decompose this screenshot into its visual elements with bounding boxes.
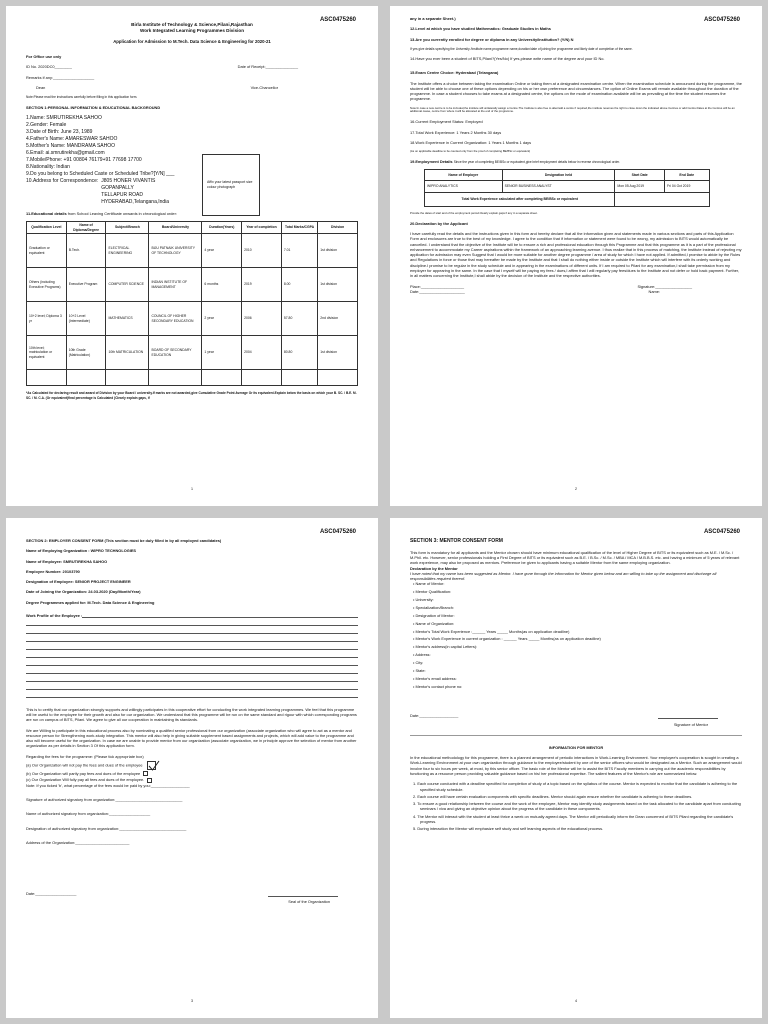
organization-address-field[interactable]: Address of the Organization:_________________________ <box>26 839 130 845</box>
signature-field[interactable]: Signature:_________________ <box>637 283 692 289</box>
declaration-text: I have carefully read the details and the instructions given in this form and hereby declare that all the information given and statements made in various sections and parts of this Application Form and enclosures are true to the best of my knowledge. I agree to the condition that if information or statement were found to be wrong, my admission to BITS would automatically be cancelled. I understand that the objective of the Institute will be to ensure a rich and professional education through this Programme and that this programme as it is a part of the professional enhancement to accommodate my Career aspirations within the framework of an approaching learning avenue. I thus realize that in this process of matching, the Institute instead of rejecting my application for admission may even Suggest that I would be more suitable for another degree programme / area of study for which I have not applied. If admitted,I promise to abide by the Rules and Regulations in force or those that may hereafter be made by the Institute and that I shall do nothing either inside or outside the Institute which will interfere with its orderly working and discipline.I promise to be regular in the study schedule and in appearing in the examinations of different units. If I am required to Pilani for any examination,I shall take permission from my employer for appearing in the same. In the case that I myself will be paying my fees / dues,I affirm that I will regularly pay fees/dues to the Institute and not defer or hold back payment. Further, in all matters concerning the Institute,I shall abide by the decision of the Institute and the respective authorities. <box>410 231 742 279</box>
mentor-state-field[interactable]: • State: <box>410 668 742 673</box>
gender-field: 2.Gender: Female <box>26 121 67 128</box>
mentor-university-field[interactable]: • University: <box>410 597 742 602</box>
table-cell: BIJU PATNAIK UNIVERSITY OF TECHNOLOGY <box>149 234 202 268</box>
mentor-phone-field[interactable]: • Mentor's contact phone no: <box>410 684 742 689</box>
seal-label: Seal of the Organization <box>288 898 330 904</box>
table-row <box>425 181 710 193</box>
section-2-title: SECTION 2: EMPLOYER CONSENT FORM <box>26 538 104 543</box>
table-header-row <box>425 170 710 181</box>
list-item: 3. To ensure a good relationship between the course and the work of the employee, Mentor may identify study assignments based on the task allocated to the candidate apart from conducting seminars / viva and giving an objective opinion about the progress of the candidate in these components. <box>413 801 741 812</box>
column-header: Name of Employer <box>425 170 503 181</box>
table-cell: 1st division <box>318 268 358 302</box>
fees-intro: Regarding the fees for the programme: (Please tick appropriate box) <box>26 753 144 759</box>
column-header: Duration(Years) <box>202 222 242 234</box>
table-cell: ELECTRICAL ENGINEERING <box>106 234 149 268</box>
mentor-city-field[interactable]: • City: <box>410 660 742 665</box>
page-2 <box>390 6 762 506</box>
mentor-declaration-title: Declaration by the Mentor <box>410 565 458 571</box>
mentor-name-field[interactable]: • Name of Mentor: <box>410 581 742 586</box>
column-header: End Date <box>664 170 709 181</box>
table-row <box>27 336 358 370</box>
work-profile-lines[interactable] <box>26 618 358 698</box>
table-cell: 2010 <box>242 234 282 268</box>
mentor-signature-label: Signature of Mentor <box>673 721 708 727</box>
mentor-current-experience-field[interactable]: • Mentor's Work Experience in current organization : ______ Years _____ Months(as on application deadline) <box>410 636 742 641</box>
table-cell: MATHEMATICS <box>106 302 149 336</box>
place-field[interactable]: Place:____________________ <box>410 283 465 289</box>
employment-table <box>424 169 710 207</box>
mentor-signature-line[interactable] <box>658 713 718 718</box>
dean-label: Dean <box>36 84 46 90</box>
page-number: 1 <box>191 487 193 492</box>
table-cell: Mon 05 Aug 2019 <box>615 181 665 193</box>
info-for-mentor-title: INFORMATION FOR MENTOR <box>548 744 604 750</box>
employee-number: Employee Number: 20103790 <box>26 568 80 574</box>
table-cell: 10th level; matriculation or equivalent <box>27 336 67 370</box>
table-cell: 10+2 level; Diploma 3 yr <box>27 302 67 336</box>
page-number: 2 <box>575 487 577 492</box>
page-1 <box>6 6 378 506</box>
list-item: 5. During interaction the Mentor will emphasize self study and self learning aspects of the educational process. <box>413 826 604 832</box>
employing-organization: Name of Employing Organization : WIPRO TECHNOLOGIES <box>26 548 137 554</box>
section-3-title: SECTION 3: MENTOR CONSENT FORM <box>410 538 503 544</box>
column-header: Total Marks/CGPA <box>281 222 317 234</box>
dob-field: 3.Date of Birth: June 23, 1989 <box>26 128 93 135</box>
mentor-declaration-text: I have noted that my name has been suggested as Mentor. I have gone through the information for Mentor given below and am willing to take up the assignment and discharge all responsibilities required thereof. <box>410 570 717 582</box>
fees-option-c: (c) Our Organization Will fully pay all fees and dues of the employee. <box>26 777 145 783</box>
table-cell: Fri 04 Oct 2019 <box>664 181 709 193</box>
authorized-name-field[interactable]: Name of authorized signatory from organization:___________________ <box>26 811 151 817</box>
employee-name: Name of Employee: SMRUTIREKHA SAHOO <box>26 558 108 564</box>
table-cell: 2019 <box>242 268 282 302</box>
table-cell: INDIAN INSTITUTE OF MANAGEMENT <box>149 268 202 302</box>
address-line: J805 HONER VIVANTIS <box>101 177 156 184</box>
page-3 <box>6 518 378 1018</box>
father-name-field: 4.Father's Name: AMARESWAR SAHOO <box>26 135 118 142</box>
office-use-heading: For Office use only <box>26 54 62 60</box>
address-line: TELLAPUR ROAD <box>101 191 143 198</box>
authorized-designation-field[interactable]: Designation of authorized signatory from organization:_______________________________ <box>26 825 187 831</box>
q13-note: If yes give details specifying the University /Institute name,programme name,duration/date of joining the programme and likely date of completion of the same. <box>410 46 633 51</box>
table-cell: 2006 <box>242 302 282 336</box>
table-cell: 80.80 <box>281 336 317 370</box>
institute-name: Birla Institute of Technology & Science,Pilani,Rajasthan <box>131 22 253 27</box>
employee-designation: Designation of Employee: SENIOR PROJECT ENGINEER <box>26 579 131 585</box>
column-header: Name of Diploma/Degree <box>66 222 106 234</box>
date-field[interactable]: Date:___________________ <box>26 891 77 897</box>
q12-maths-level: 12.Level at which you have studied Mathematics: Graduate Studies in Maths <box>410 26 551 32</box>
mentor-email-field[interactable]: • Mentor's email address: <box>410 676 742 681</box>
edu-heading: 11.Educational details <box>26 210 67 216</box>
table-cell: B.Tech. <box>66 234 106 268</box>
date-field[interactable]: Date:_____________________ <box>410 288 465 294</box>
nationality-field: 8.Nationality: Indian <box>26 163 70 170</box>
table-cell: COUNCIL OF HIGHER SECONDARY EDUCATION <box>149 302 202 336</box>
table-cell: 57.80 <box>281 302 317 336</box>
mentor-organization-field[interactable]: • Name of Organization: <box>410 621 742 626</box>
reference-code: ASC0475260 <box>319 529 356 535</box>
fees-option-b-checkbox[interactable] <box>143 771 148 776</box>
consent-paragraph-1: This is to certify that our organization strongly supports and willingly participates in this cooperative effort for conducting the work integrated learning programmes. We feel that this programme will be useful to the employee for their growth and also for our organization. We understand that this programme will be run on the same standard and rigour with which corresponding programs are run on campus of BITS, Pilani. We agree to give all our cooperation in maintaining its standards. <box>26 706 357 723</box>
date-of-receipt-field[interactable]: Date of Receipt:_______________ <box>237 64 298 70</box>
address-label: 10.Address for Correspondence: <box>26 177 99 184</box>
table-cell: 4 year <box>202 234 242 268</box>
table-cell: Total Work Experience calculated after completing BE/BSc or equivalent <box>425 193 615 207</box>
reference-code: ASC0475260 <box>319 17 356 23</box>
personal-details <box>26 115 358 206</box>
table-cell: 1 year <box>202 336 242 370</box>
table-cell: 1st division <box>318 336 358 370</box>
table-cell: Graduation or equivalent <box>27 234 67 268</box>
address-line: HYDERABAD,Telangana,India <box>101 198 170 205</box>
authorized-signature-field[interactable]: Signature of authorized signatory from organization:_______________________________ <box>26 797 183 803</box>
table-cell: 2nd division <box>318 302 358 336</box>
table-header-row <box>27 222 358 234</box>
table-cell: SENIOR BUSINESS ANALYST <box>502 181 615 193</box>
section-2-note: (This section must be duly filled in by all employed candidates) <box>104 538 222 543</box>
page-4 <box>390 518 762 1018</box>
instructions-note: Note:Please read the instructions carefully before filling in this application form. <box>26 95 138 100</box>
section-1-title: SECTION 1:PERSONAL INFORMATION & EDUCATIONAL BACKGROUND <box>26 104 161 110</box>
table-cell: Others (including Executive Programs) <box>27 268 67 302</box>
table-cell: Executive Program <box>66 268 106 302</box>
table-cell: 2 year <box>202 302 242 336</box>
address-line: GOPANPALLY <box>101 184 134 191</box>
remarks-field[interactable]: Remarks if any:___________________ <box>26 74 95 80</box>
mentor-address-field[interactable]: • Address: <box>410 652 742 657</box>
page-number: 3 <box>191 999 193 1004</box>
vice-chancellor-label: Vice-Chancellor <box>250 84 278 90</box>
q18-current-experience: 18.Work Experience in Current Organization: 1 Years 1 Months 1 days <box>410 139 532 145</box>
reference-code: ASC0475260 <box>703 17 740 23</box>
table-cell: 6 months <box>202 268 242 302</box>
info-paragraph: In the educational methodology for this programme, there is a planned arrangement of periodic interactions in Work-Learning Environment. Your employee's cooperation is sought in creating a Work-Learning Environment at your own organization through guidance to the employee/student by one of the senior officers who would be designated as a Mentor. Such an arrangement would involve four to six hours per week, at most, by this senior officer. The basic role of the Mentor will be to assist the BITS Faculty members in carrying out the academic responsibilities by functioning as a resource person providing valuable guidance based on his/ her professional expertise. The salient features of the Mentor's role are summarized below. <box>410 755 742 776</box>
checkmark-icon <box>148 760 160 772</box>
q15-exam-centre: 15.Exam Centre Choice: Hyderabad (Telangana) <box>410 70 499 76</box>
list-item: 1. Each course conducted with a deadline specified for completion of study of a topic based on the syllabus of the course. Mentor is expected to monitor that the candidate is adhering to the specified study schedule. <box>413 781 738 792</box>
table-cell: 10th MATRICULATION <box>106 336 149 370</box>
table-row <box>27 234 358 268</box>
education-table <box>26 221 358 386</box>
table-row <box>27 268 358 302</box>
email-field: 6.Email: ai.smrutirekha@gmail.com <box>26 149 105 156</box>
q16-employment-status: 16.Current Employment Status: Employed <box>410 119 483 125</box>
column-header: Division <box>318 222 358 234</box>
date-field[interactable]: Date:__________________ <box>410 713 459 719</box>
q13-enrolled: 13.Are you currently enrolled for degree or diploma in any University/Institution? (Y/N) N <box>410 36 574 42</box>
q18-note: (As on applicable deadline to be counted only from the proof of completing BE/BSc or equivalent) <box>410 149 531 154</box>
joining-date: Date of Joining the Organization: 24.03.2020 (Day/Month/Year) <box>26 589 141 595</box>
column-header: Designation held <box>502 170 615 181</box>
mentor-total-experience-field[interactable]: • Mentor's Total Work Experience :______ Years _____ Months(as on application deadline) <box>410 629 742 634</box>
table-row-empty <box>27 370 358 386</box>
phone-field: 7.Mobile/Phone: +91 00804 76179+91 77698 17700 <box>26 156 142 163</box>
table-cell: 10th Grade (Matriculation) <box>66 336 106 370</box>
seal-line[interactable] <box>268 891 338 896</box>
table-cell: 7.01 <box>281 234 317 268</box>
list-item: 4. The Mentor will interact with the student at least thrice a week on mutually agreed days. The Mentor will periodically inform the Dean concerned of BITS Pilani regarding the candidate's progress. <box>413 813 734 824</box>
consent-paragraph-2: We are Willing to participate in this educational process also by nominating a qualified senior professional from our organization (associate organization who will agree to act as a mentor and resource person for Strengthening work-study integration. This mentor will also help in giving suitable supplement based assignments and projects, which will add value to the programme and also will become useful for the organization. In case we are unable to provide mentor from our organization (associate organization, we in principle approve the selection of mentor from another organization as per details in Section 3 Of this application form. <box>26 727 357 749</box>
table-cell: 8.00 <box>281 268 317 302</box>
table-cell: 10+2 Level (Intermediate) <box>66 302 106 336</box>
marks-footnote: *As Calculated for declaring result and award of Division by your Board / university.If marks are not awarded,give Cumulative Grade Point Average Or its equivalent.Explain below the basis on which your B. SC. / B.E. M. SC. / M. C.A. (Or equivalent)final percentage is Calculated (Clearly explain gaps, if <box>26 391 357 400</box>
q20-declaration-heading: 20.Declaration by the Applicant <box>410 220 468 226</box>
name-field[interactable]: Name: <box>648 288 660 294</box>
table-cell: BOARD OF SECONDARY EDUCATION <box>149 336 202 370</box>
mentor-address-label[interactable]: • Mentor's address(in capital Letters): <box>410 644 742 649</box>
mother-name-field: 5.Mother's Name: MANDRAMA SAHOO <box>26 142 116 149</box>
photo-instruction: Affix your latest passport size colour photograph <box>207 180 253 189</box>
q15-note: Note:In case a new centre is to be included,the institute will unilaterally assign a Centre.The Institute is also free to alter/add a centre if required,the institute reserves the right to close down the indicated above Centres or add Centre.Dates at the Centres will be an additional cause, centre from where it will be allocated at the end of the programme. <box>410 105 735 114</box>
column-header: Year of completion <box>242 222 282 234</box>
column-header: Start Date <box>615 170 665 181</box>
q17-total-experience: 17.Total Work Experience: 1 Years 2 Months 30 days <box>410 129 502 135</box>
q19-rest: Since the year of completing BE/BSc or equivalent,give brief employment details below in reverse chronological order. <box>453 159 620 164</box>
id-no-field[interactable]: ID No. 2020DC0________ <box>26 64 72 70</box>
division-name: Work Integrated Learning Programmes Division <box>139 28 245 34</box>
employment-note: Provide the dates of start and of the employment period.Clearly explain gaps if any in a separate sheet. <box>410 211 538 216</box>
table-cell: 1st division <box>318 234 358 268</box>
mentor-fields <box>410 581 742 688</box>
mentor-designation-field[interactable]: • Designation of Mentor: <box>410 613 742 618</box>
reference-code: ASC0475260 <box>703 529 740 535</box>
fees-option-b: (b) Our Organization will partly pay fees and dues of the employee <box>26 770 141 776</box>
page-number: 4 <box>575 999 577 1004</box>
name-field: 1.Name: SMRUTIREKHA SAHOO <box>26 114 102 121</box>
table-row <box>27 302 358 336</box>
q14-bits-student: 14.Have you ever been a student of BITS,Pilani?(Yes/No) If yes,please write name of the degree and your ID No. <box>410 56 605 62</box>
table-cell: COMPUTER SCIENCE <box>106 268 149 302</box>
table-cell: 2004 <box>242 336 282 370</box>
photo-box <box>202 154 260 216</box>
sc-st-field: 9.Do you belong to Scheduled Caste or Scheduled Tribe?[Y/N] ___ <box>26 170 175 177</box>
mentor-specialization-field[interactable]: • Specialization/Branch: <box>410 605 742 610</box>
fees-option-a: (a) Our Organization will not pay the fees and dues of the employee <box>26 762 143 768</box>
mentor-role-list <box>410 781 742 831</box>
fees-note: Note: If you ticked 'b', what percentage of the fees would be paid by you:__________________ <box>26 782 190 788</box>
continuation-text: any in a separate Sheet.) <box>410 16 456 21</box>
q19-heading: 19.Employment Details <box>410 158 453 164</box>
work-profile-label: Work Profile of the Employee : <box>26 612 83 618</box>
column-header: Subject/Branch <box>106 222 149 234</box>
edu-heading-rest: from School Leaving Certificate onwards in chronological order: <box>67 210 177 216</box>
column-header: Board/University <box>149 222 202 234</box>
list-item: 2. Each course will have certain evaluation components with specific deadlines. Mentor should again ensure whether the candidate is adhering to these deadlines. <box>413 793 693 799</box>
fees-option-a-checkbox[interactable] <box>147 761 156 770</box>
mentor-intro: This form is mandatory for all applicants and the Mentor chosen should have minimum educational qualification of the level of Higher Degree of BITS or its equivalent such as M.E. / M.Sc. / M.Phil. etc. However, senior professionals holding a First Degree of BITS or its equivalent such as B.E. / B.Sc. / M.Sc. / MBA / MCA / M.B.B.S. etc. and having a minimum of 5 years of relevant work experience, may also be proposed as mentors. Preference be given to applicants having a suitable Mentor from the same employing organization. <box>410 549 740 566</box>
table-total-row <box>425 193 710 207</box>
column-header: Qualification Level <box>27 222 67 234</box>
table-cell: WIPRO ANALYTICS <box>425 181 503 193</box>
work-profile-line[interactable] <box>82 610 358 618</box>
form-title: Application for Admission to M.Tech. Data Science & Engineering for 2020-21 <box>113 39 271 45</box>
q15-text: The Institute offers a choice between taking the examination Online or taking them at a designated examination centre. When the examination schedule is announced during the programme, the student will be able to choose one of these options depending on his or her own preference and circumstances. The option of Online Exams will remain available throughout the duration of the programme. In case a student chooses to take exams at a designated centre, the options on the mode of examination available will be as prevailing at the time the student resumes the programme. <box>410 80 742 102</box>
degree-applied: Degree Programmes applied for: M.Tech. Data Science & Engineering <box>26 599 155 605</box>
mentor-qualification-field[interactable]: • Mentor Qualification: <box>410 589 742 594</box>
